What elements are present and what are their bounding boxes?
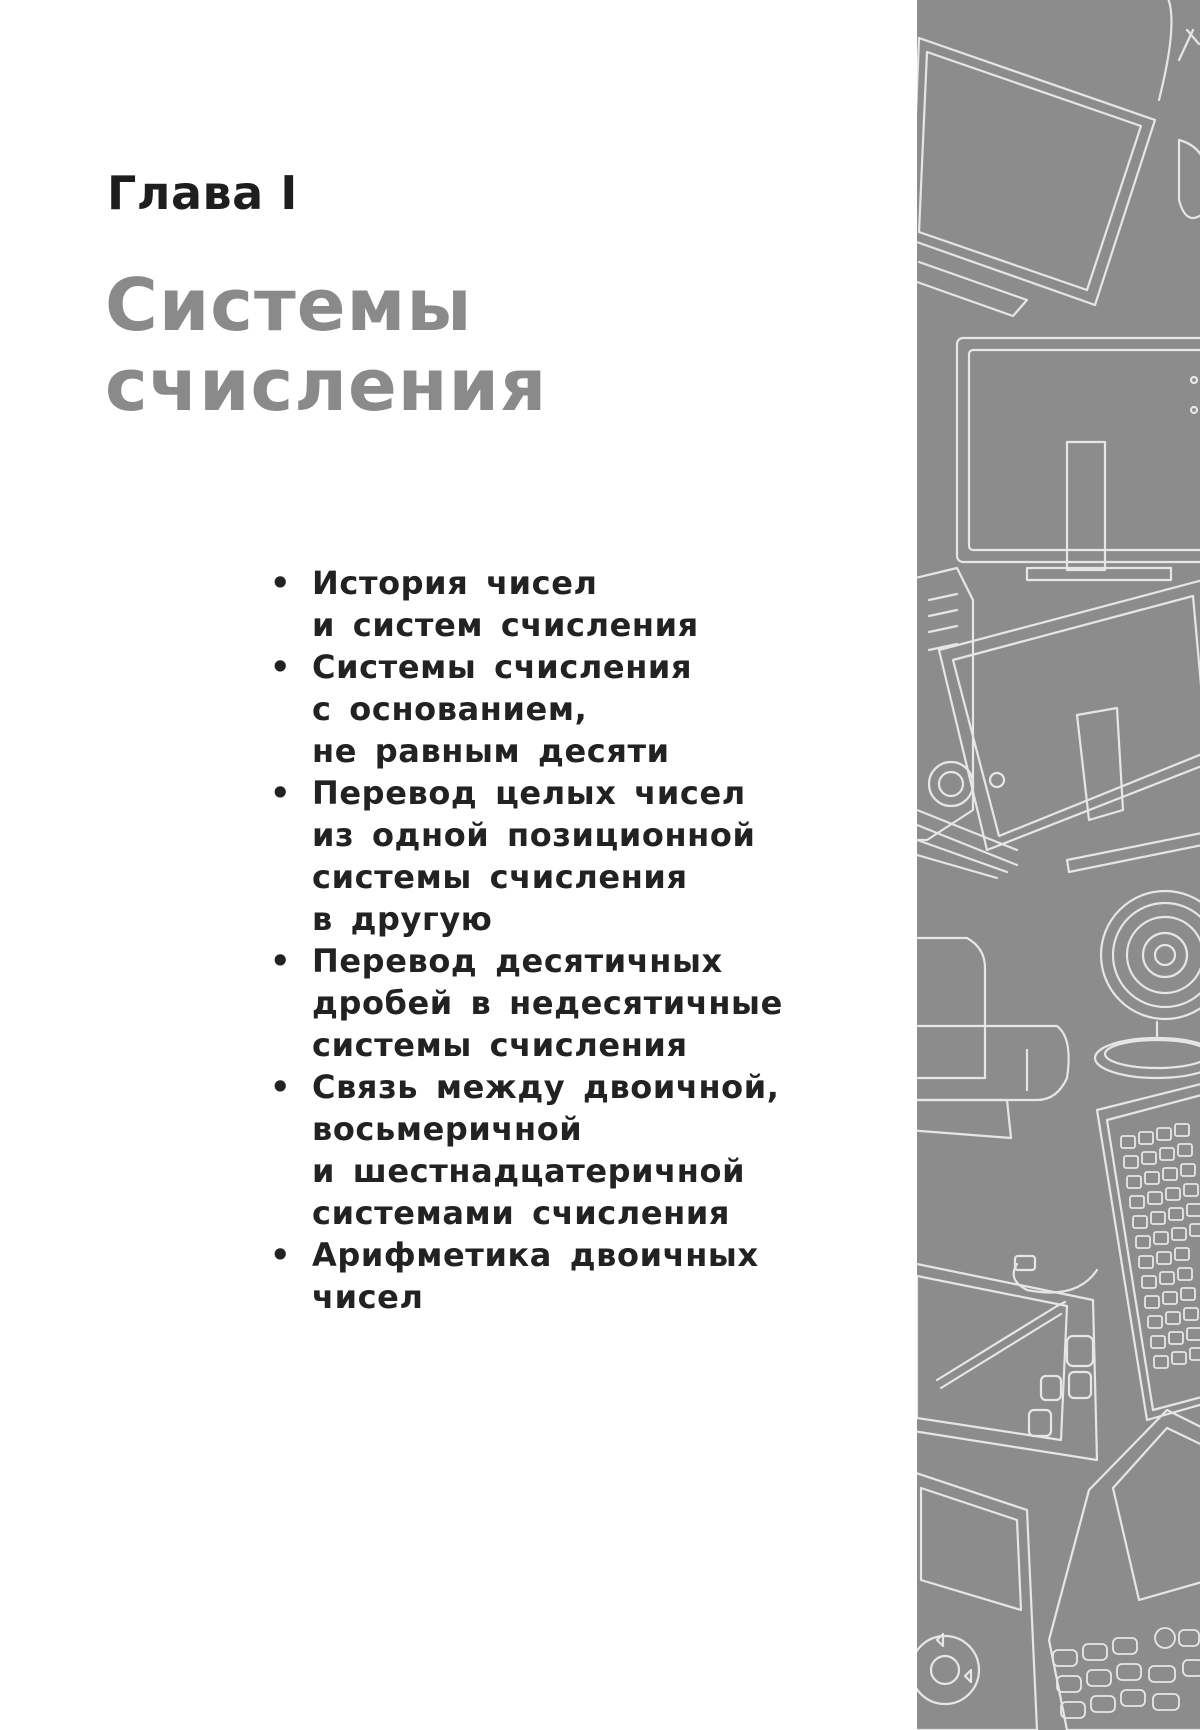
- topic-line: Перевод целых чисел: [312, 774, 746, 812]
- topic-line: системы счисления: [312, 858, 688, 896]
- topic-line: из одной позиционной: [312, 816, 756, 854]
- topic-line: системами счисления: [312, 1194, 731, 1232]
- topic-line: не равным десяти: [312, 732, 670, 770]
- topic-item: [270, 1066, 783, 1234]
- topic-item: [270, 1234, 783, 1318]
- topic-line: с основанием,: [312, 690, 588, 728]
- decorative-sidebar: [917, 0, 1200, 1730]
- bullet-icon: •: [270, 1236, 292, 1274]
- topic-line: восьмеричной: [312, 1110, 583, 1148]
- monitor-icon: [957, 338, 1200, 580]
- topic-line: чисел: [312, 1278, 424, 1316]
- tablet-icon: [939, 580, 1200, 872]
- topic-item: [270, 562, 783, 646]
- printer-icon: [917, 938, 1069, 1138]
- media-player-icon: [917, 1470, 1037, 1730]
- chapter-title: [105, 265, 547, 425]
- laptop-icon: [917, 0, 1200, 316]
- topic-line: История чисел: [312, 564, 598, 602]
- bullet-icon: •: [270, 774, 292, 812]
- topic-line: Связь между двоичной,: [312, 1068, 780, 1106]
- webcam-icon: [1095, 891, 1200, 1078]
- chapter-label: Глава I: [107, 166, 298, 220]
- topic-line: дробей в недесятичные: [312, 984, 783, 1022]
- bullet-icon: •: [270, 648, 292, 686]
- desktop-computer-icon: [917, 568, 1017, 878]
- keyboard-icon: [1014, 1080, 1200, 1420]
- topic-line: и систем счисления: [312, 606, 699, 644]
- devices-illustration: [917, 0, 1200, 1730]
- chapter-title-line: счисления: [105, 343, 548, 427]
- topic-line: системы счисления: [312, 1026, 688, 1064]
- topic-item: [270, 772, 783, 940]
- topic-line: Арифметика двоичных: [312, 1236, 759, 1274]
- topic-item: [270, 646, 783, 772]
- bullet-icon: •: [270, 1068, 292, 1106]
- chapter-topics-list: [270, 562, 783, 1318]
- topic-line: в другую: [312, 900, 493, 938]
- bullet-icon: •: [270, 942, 292, 980]
- chapter-title-line: Системы: [105, 263, 473, 347]
- topic-line: Перевод десятичных: [312, 942, 723, 980]
- topic-line: Системы счисления: [312, 648, 693, 686]
- tablet-pen-icon: [917, 1262, 1097, 1460]
- bullet-icon: •: [270, 564, 292, 602]
- topic-item: [270, 940, 783, 1066]
- topic-line: и шестнадцатеричной: [312, 1152, 746, 1190]
- mobile-phone-icon: [1049, 1410, 1200, 1730]
